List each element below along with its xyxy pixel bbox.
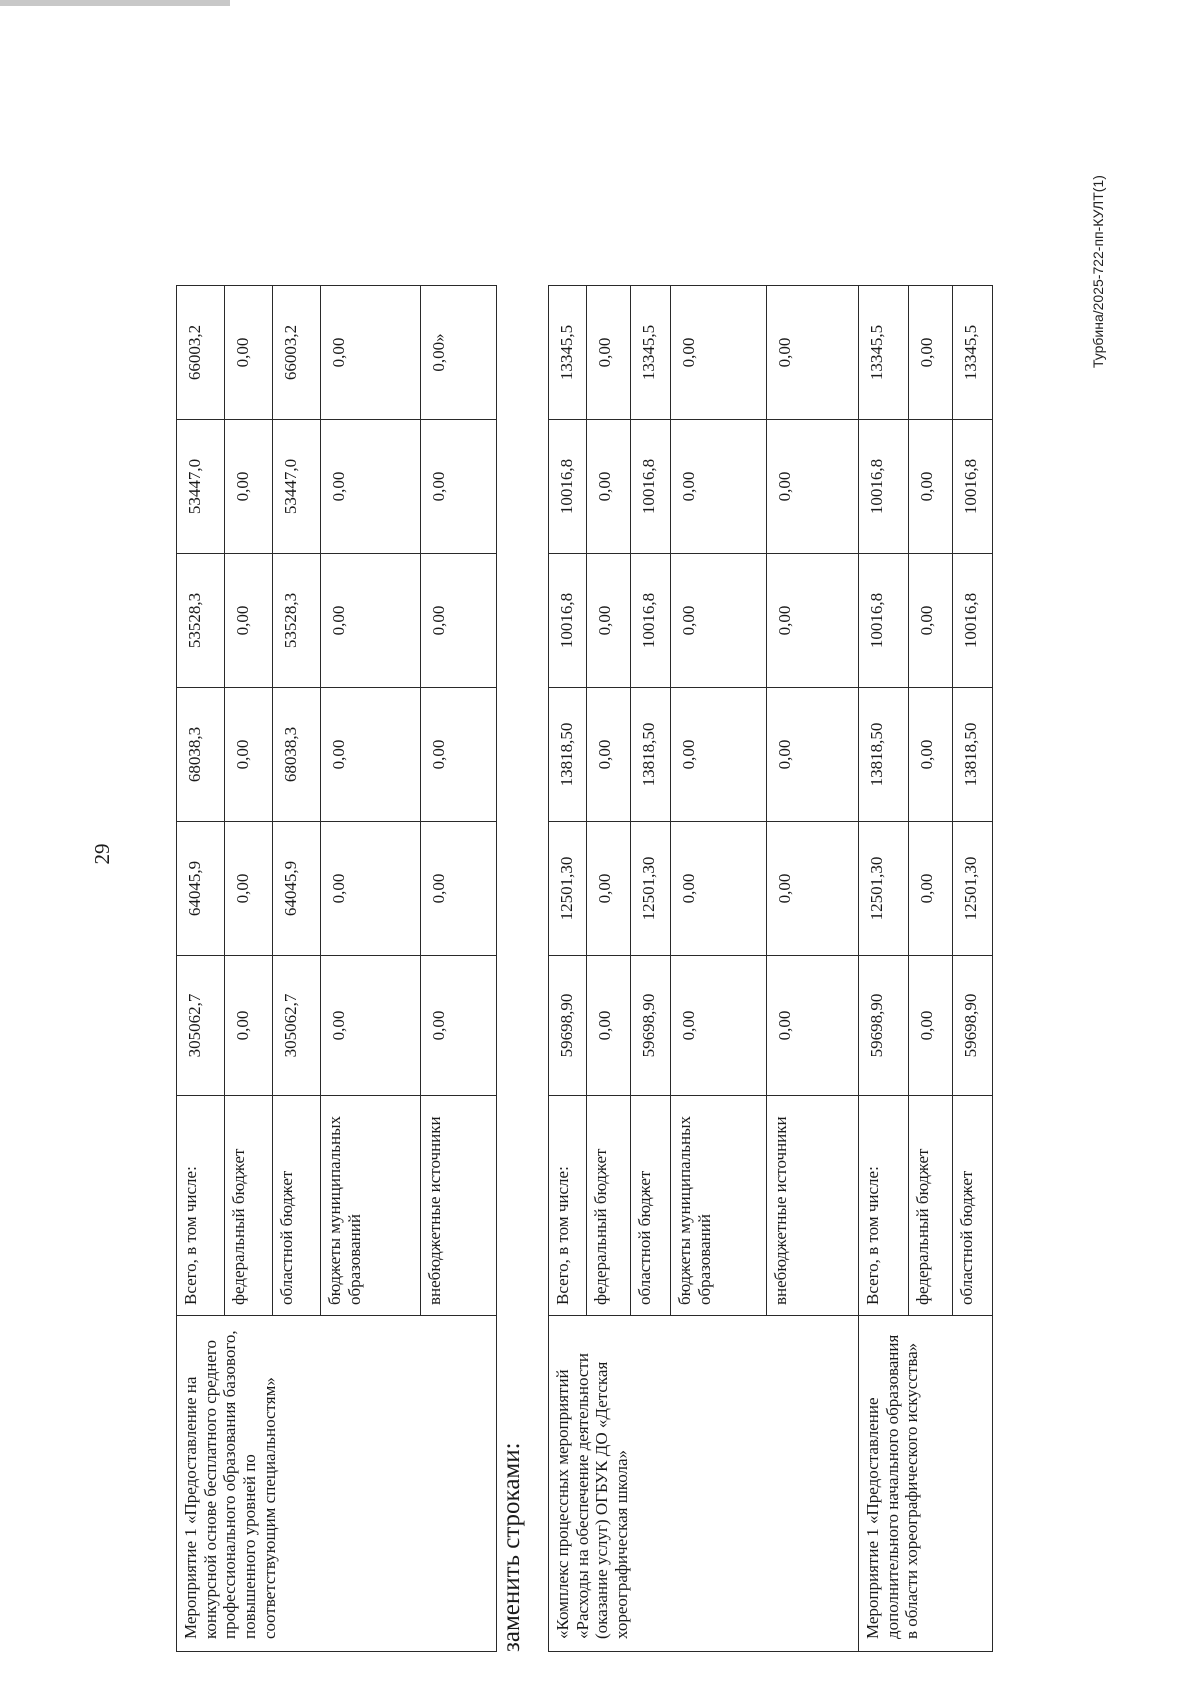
value-cell: 0,00: [321, 822, 421, 956]
value-cell: 59698,90: [631, 956, 671, 1096]
value-cell: 59698,90: [859, 956, 909, 1096]
value-cell: 64045,9: [273, 822, 321, 956]
value-cell: 0,00: [671, 420, 767, 554]
funding-source-cell: областной бюджет: [953, 1096, 993, 1316]
value-cell: 13818,50: [549, 688, 587, 822]
value-cell: 0,00: [225, 286, 273, 420]
funding-source-cell: областной бюджет: [273, 1096, 321, 1316]
funding-source-cell: Всего, в том числе:: [549, 1096, 587, 1316]
value-cell: 0,00: [909, 554, 953, 688]
funding-source-cell: Всего, в том числе:: [177, 1096, 225, 1316]
value-cell: 0,00: [767, 688, 859, 822]
value-cell: 0,00: [767, 286, 859, 420]
value-cell: 10016,8: [859, 554, 909, 688]
value-cell: 0,00: [225, 956, 273, 1096]
complex-name-cell: «Комплекс процессных мероприятий «Расходы на обеспечение деятельности (оказание услуг) ОГБУК ДО «Детская хореографическая школа»: [549, 1316, 859, 1652]
value-cell: 0,00: [421, 554, 497, 688]
value-cell: 0,00: [321, 688, 421, 822]
value-cell: 0,00: [909, 688, 953, 822]
funding-source-cell: федеральный бюджет: [587, 1096, 631, 1316]
measure-name-cell: Мероприятие 1 «Предоставление на конкурсной основе бесплатного среднего профессионального образования базового, повышенного уровней по соответствующим специальностям»: [177, 1316, 497, 1652]
value-cell: 0,00: [767, 554, 859, 688]
value-cell: 68038,3: [273, 688, 321, 822]
value-cell: 0,00: [225, 420, 273, 554]
table-row: [177, 286, 225, 1652]
value-cell: 0,00: [321, 956, 421, 1096]
value-cell: 13345,5: [549, 286, 587, 420]
value-cell: 68038,3: [177, 688, 225, 822]
value-cell: 0,00: [321, 286, 421, 420]
value-cell: 0,00: [587, 688, 631, 822]
value-cell: 13345,5: [953, 286, 993, 420]
value-cell: 0,00: [671, 822, 767, 956]
value-cell: 66003,2: [273, 286, 321, 420]
value-cell: 0,00: [225, 822, 273, 956]
value-cell: 0,00: [421, 688, 497, 822]
value-cell: 13345,5: [631, 286, 671, 420]
value-cell: 0,00: [421, 822, 497, 956]
value-cell: 305062,7: [273, 956, 321, 1096]
value-cell: 0,00: [587, 956, 631, 1096]
value-cell: 0,00: [587, 554, 631, 688]
value-cell: 53447,0: [273, 420, 321, 554]
value-cell: 0,00: [587, 420, 631, 554]
value-cell: 53528,3: [177, 554, 225, 688]
value-cell: 0,00: [225, 688, 273, 822]
replace-with-rows-label: заменить строками:: [498, 1442, 525, 1652]
value-cell: 0,00: [909, 286, 953, 420]
value-cell: 10016,8: [953, 554, 993, 688]
page-number: 29: [90, 843, 114, 865]
funding-source-cell: внебюджетные источники: [421, 1096, 497, 1316]
value-cell: 64045,9: [177, 822, 225, 956]
value-cell: 13818,50: [859, 688, 909, 822]
value-cell: 0,00: [767, 420, 859, 554]
value-cell: 13818,50: [631, 688, 671, 822]
value-cell: 59698,90: [549, 956, 587, 1096]
value-cell: 0,00: [909, 420, 953, 554]
funding-table-replacement-body: [549, 286, 993, 1652]
value-cell: 305062,7: [177, 956, 225, 1096]
funding-source-cell: областной бюджет: [631, 1096, 671, 1316]
funding-table-original: [176, 285, 497, 1652]
value-cell: 0,00: [587, 286, 631, 420]
funding-table-original-body: [177, 286, 497, 1652]
funding-source-cell: бюджеты муниципальных образований: [321, 1096, 421, 1316]
funding-source-cell: бюджеты муниципальных образований: [671, 1096, 767, 1316]
value-cell: 0,00: [421, 956, 497, 1096]
scan-edge-line: [0, 0, 230, 6]
value-cell: 10016,8: [549, 420, 587, 554]
value-cell: 12501,30: [631, 822, 671, 956]
value-cell: 10016,8: [631, 420, 671, 554]
value-cell: 66003,2: [177, 286, 225, 420]
funding-source-cell: Всего, в том числе:: [859, 1096, 909, 1316]
funding-source-cell: внебюджетные источники: [767, 1096, 859, 1316]
value-cell: 0,00: [321, 420, 421, 554]
document-code-footer: Турбина/2025-722-пп-КУЛТ(1): [1090, 175, 1106, 368]
value-cell: 0,00: [671, 956, 767, 1096]
value-cell: 13818,50: [953, 688, 993, 822]
value-cell: 0,00: [767, 956, 859, 1096]
value-cell: 53528,3: [273, 554, 321, 688]
value-cell: 10016,8: [859, 420, 909, 554]
value-cell: 0,00: [321, 554, 421, 688]
value-cell: 0,00: [587, 822, 631, 956]
measure-name-cell: Мероприятие 1 «Предоставление дополнительного начального образования в области хореографического искусства»: [859, 1316, 993, 1652]
value-cell: 0,00: [909, 822, 953, 956]
table-row: [859, 286, 909, 1652]
value-cell: 59698,90: [953, 956, 993, 1096]
value-cell: 0,00: [767, 822, 859, 956]
value-cell: 10016,8: [549, 554, 587, 688]
value-cell: 0,00»: [421, 286, 497, 420]
value-cell: 0,00: [225, 554, 273, 688]
value-cell: 0,00: [909, 956, 953, 1096]
value-cell: 0,00: [421, 420, 497, 554]
funding-source-cell: федеральный бюджет: [909, 1096, 953, 1316]
funding-source-cell: федеральный бюджет: [225, 1096, 273, 1316]
value-cell: 12501,30: [549, 822, 587, 956]
value-cell: 13345,5: [859, 286, 909, 420]
value-cell: 0,00: [671, 688, 767, 822]
value-cell: 0,00: [671, 286, 767, 420]
value-cell: 12501,30: [859, 822, 909, 956]
value-cell: 53447,0: [177, 420, 225, 554]
value-cell: 0,00: [671, 554, 767, 688]
table-row: [549, 286, 587, 1652]
value-cell: 10016,8: [631, 554, 671, 688]
funding-table-replacement: [548, 285, 993, 1652]
value-cell: 10016,8: [953, 420, 993, 554]
value-cell: 12501,30: [953, 822, 993, 956]
